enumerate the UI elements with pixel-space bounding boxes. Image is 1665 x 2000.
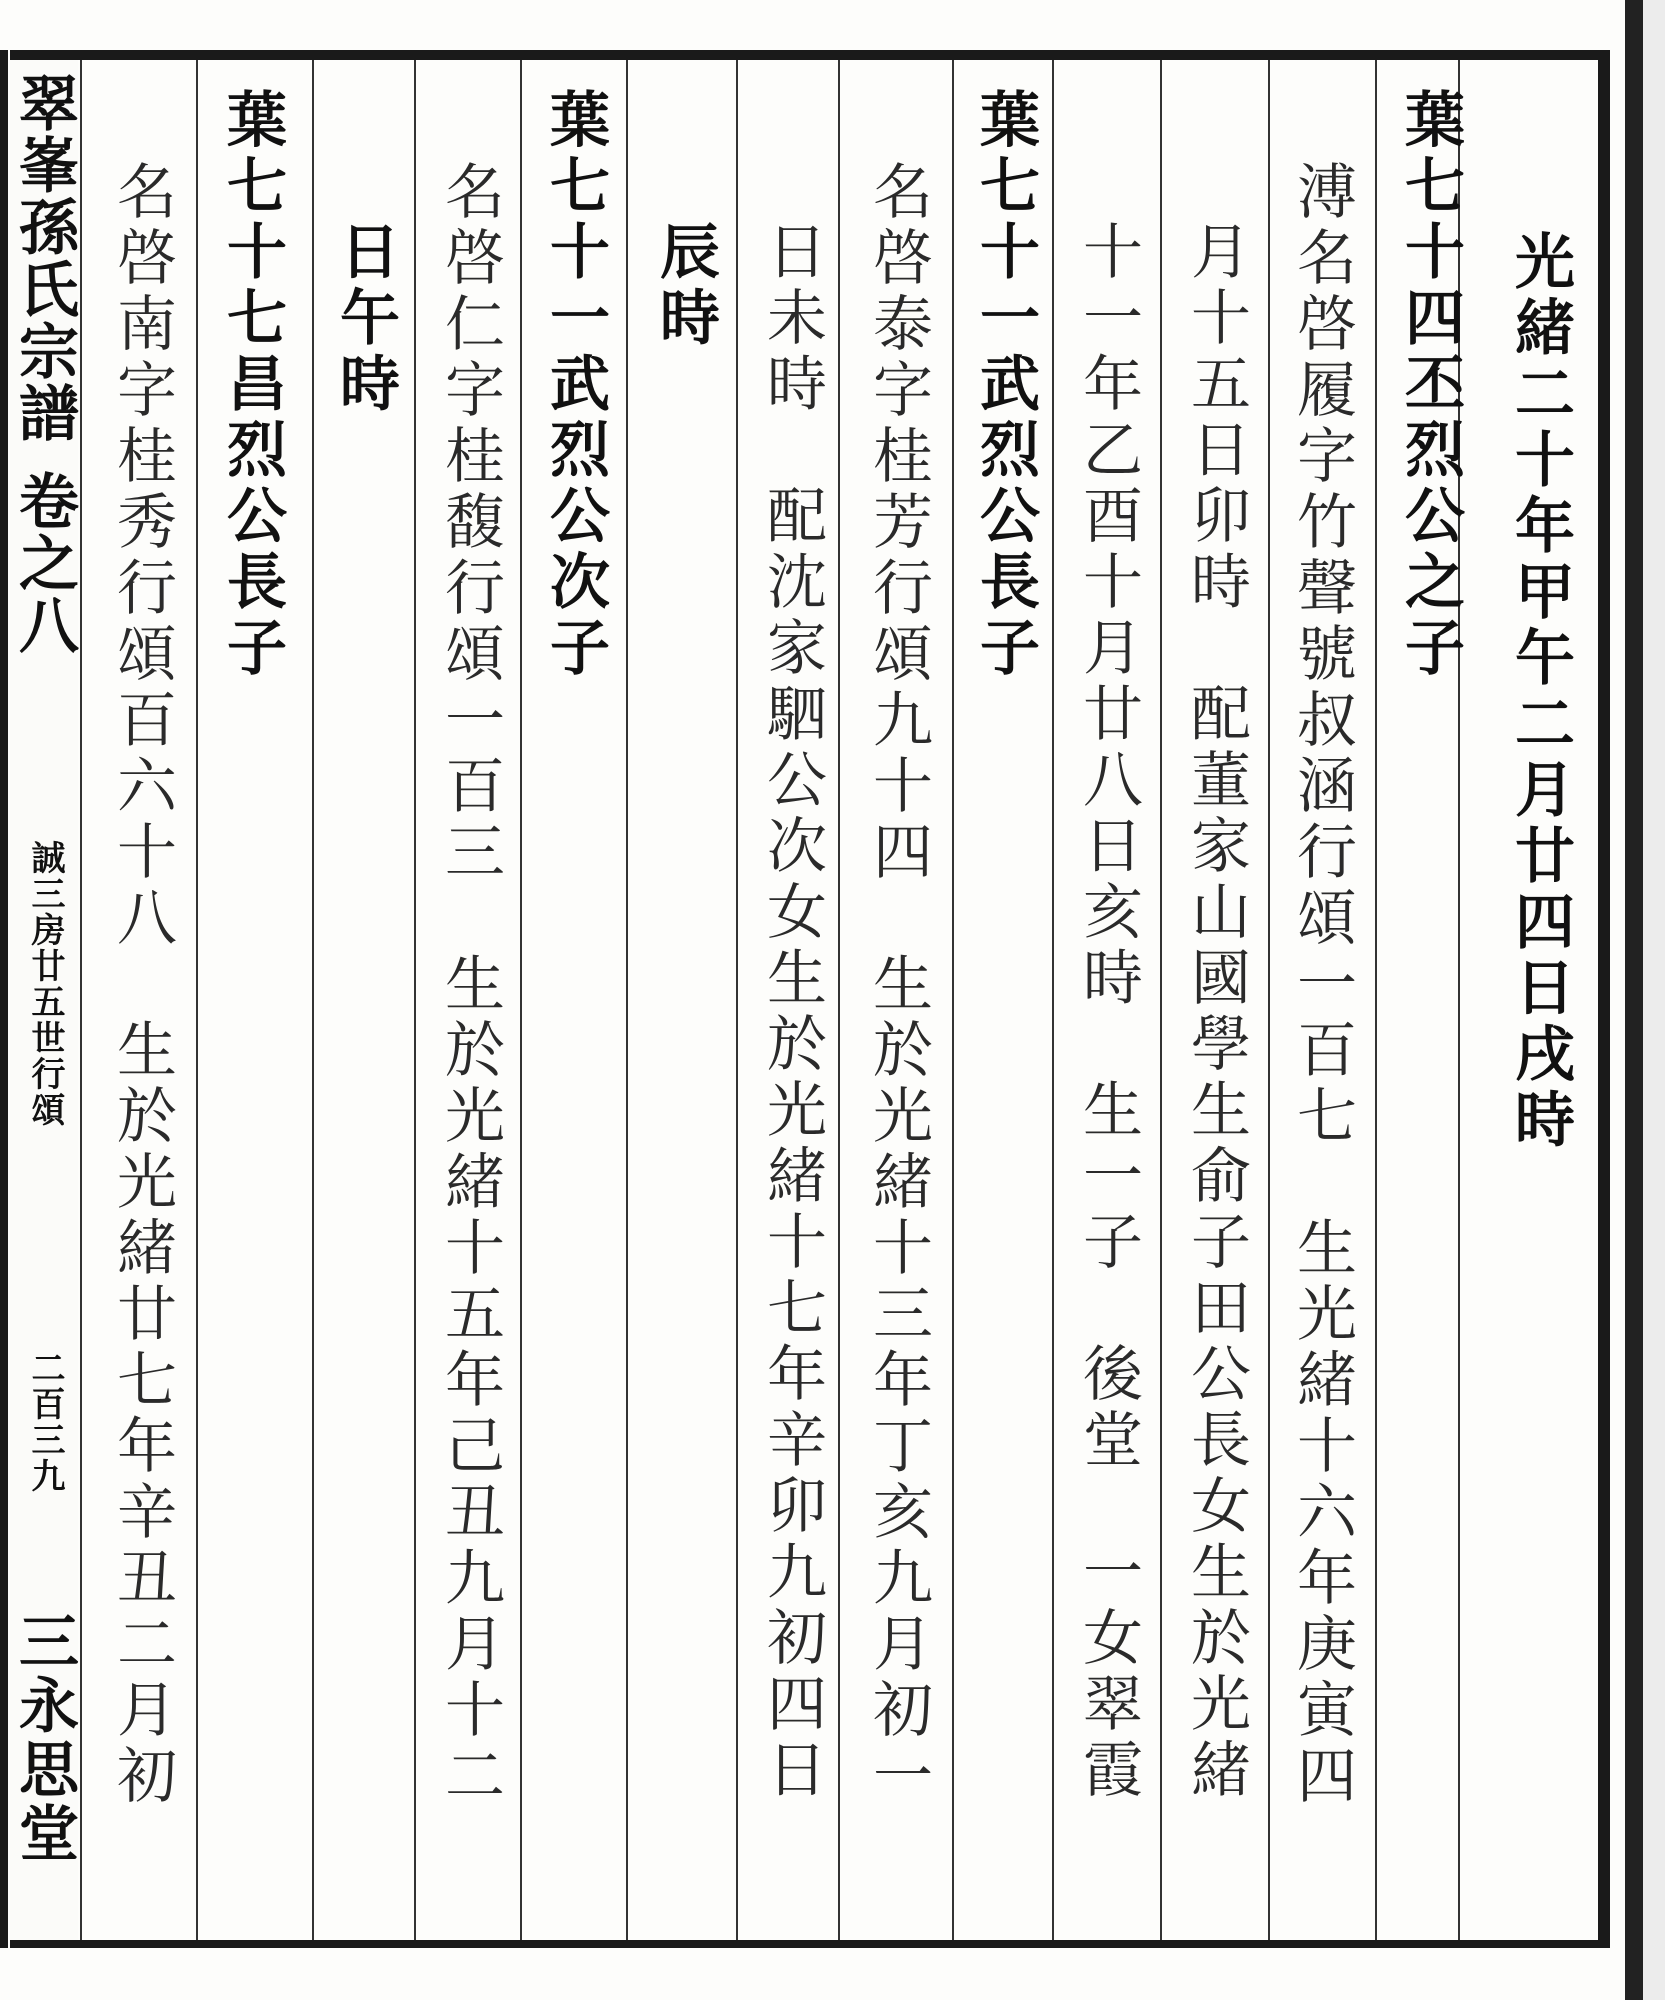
text-column-7: 名啓泰字桂芳行頌九十四 生於光緒十三年丁亥九月初一	[863, 160, 933, 1810]
column-divider	[1052, 60, 1054, 1940]
column-divider	[1160, 60, 1162, 1940]
text-column-8: 日未時 配沈家駟公次女生於光緒十七年辛卯九初四日	[757, 220, 827, 1804]
text-column-9: 辰時	[650, 220, 720, 352]
page-edge	[1643, 0, 1665, 2000]
column-divider	[838, 60, 840, 1940]
text-column-11: 名啓仁字桂馥行頌一百三 生於光緒十五年己丑九月十二	[435, 160, 505, 1810]
column-divider	[414, 60, 416, 1940]
text-column-5: 十一年乙酉十月廿八日亥時 生一子 後堂 一女翠霞	[1073, 220, 1143, 1804]
left-frame-rule	[0, 50, 8, 1948]
text-column-6: 葉七十一武烈公長子	[970, 88, 1040, 682]
top-frame-rule	[10, 50, 1600, 60]
column-divider	[196, 60, 198, 1940]
bottom-frame-rule	[10, 1940, 1600, 1948]
text-column-2: 葉七十四丕烈公之子	[1395, 88, 1465, 682]
text-column-1: 光緒二十年甲午二月廿四日戌時	[1505, 230, 1575, 1154]
text-column-3: 溥名啓履字竹聲號叔涵行頌一百七 生光緒十六年庚寅四	[1287, 160, 1357, 1810]
text-column-14: 名啓南字桂秀行頌百六十八 生於光緒廿七年辛丑二月初	[107, 160, 177, 1810]
column-divider	[520, 60, 522, 1940]
text-column-4: 月十五日卯時 配董家山國學生俞子田公長女生於光緒	[1181, 220, 1251, 1804]
text-column-12: 日午時	[330, 220, 400, 418]
right-frame-rule	[1598, 50, 1610, 1948]
volume-label: 卷之八	[9, 470, 79, 656]
column-divider	[1375, 60, 1377, 1940]
column-divider	[626, 60, 628, 1940]
book-spine-edge	[1625, 0, 1643, 2000]
column-divider	[1268, 60, 1270, 1940]
page-number: 二百三九	[25, 1350, 65, 1494]
column-divider	[312, 60, 314, 1940]
hall-name: 三永思堂	[9, 1610, 79, 1866]
text-column-13: 葉七十七昌烈公長子	[217, 88, 287, 682]
book-title: 翠峯孫氏宗譜	[9, 72, 79, 444]
column-divider	[736, 60, 738, 1940]
column-divider	[952, 60, 954, 1940]
column-divider	[80, 60, 82, 1940]
branch-label: 誠三房廿五世行頌	[25, 840, 65, 1128]
text-column-10: 葉七十一武烈公次子	[540, 88, 610, 682]
